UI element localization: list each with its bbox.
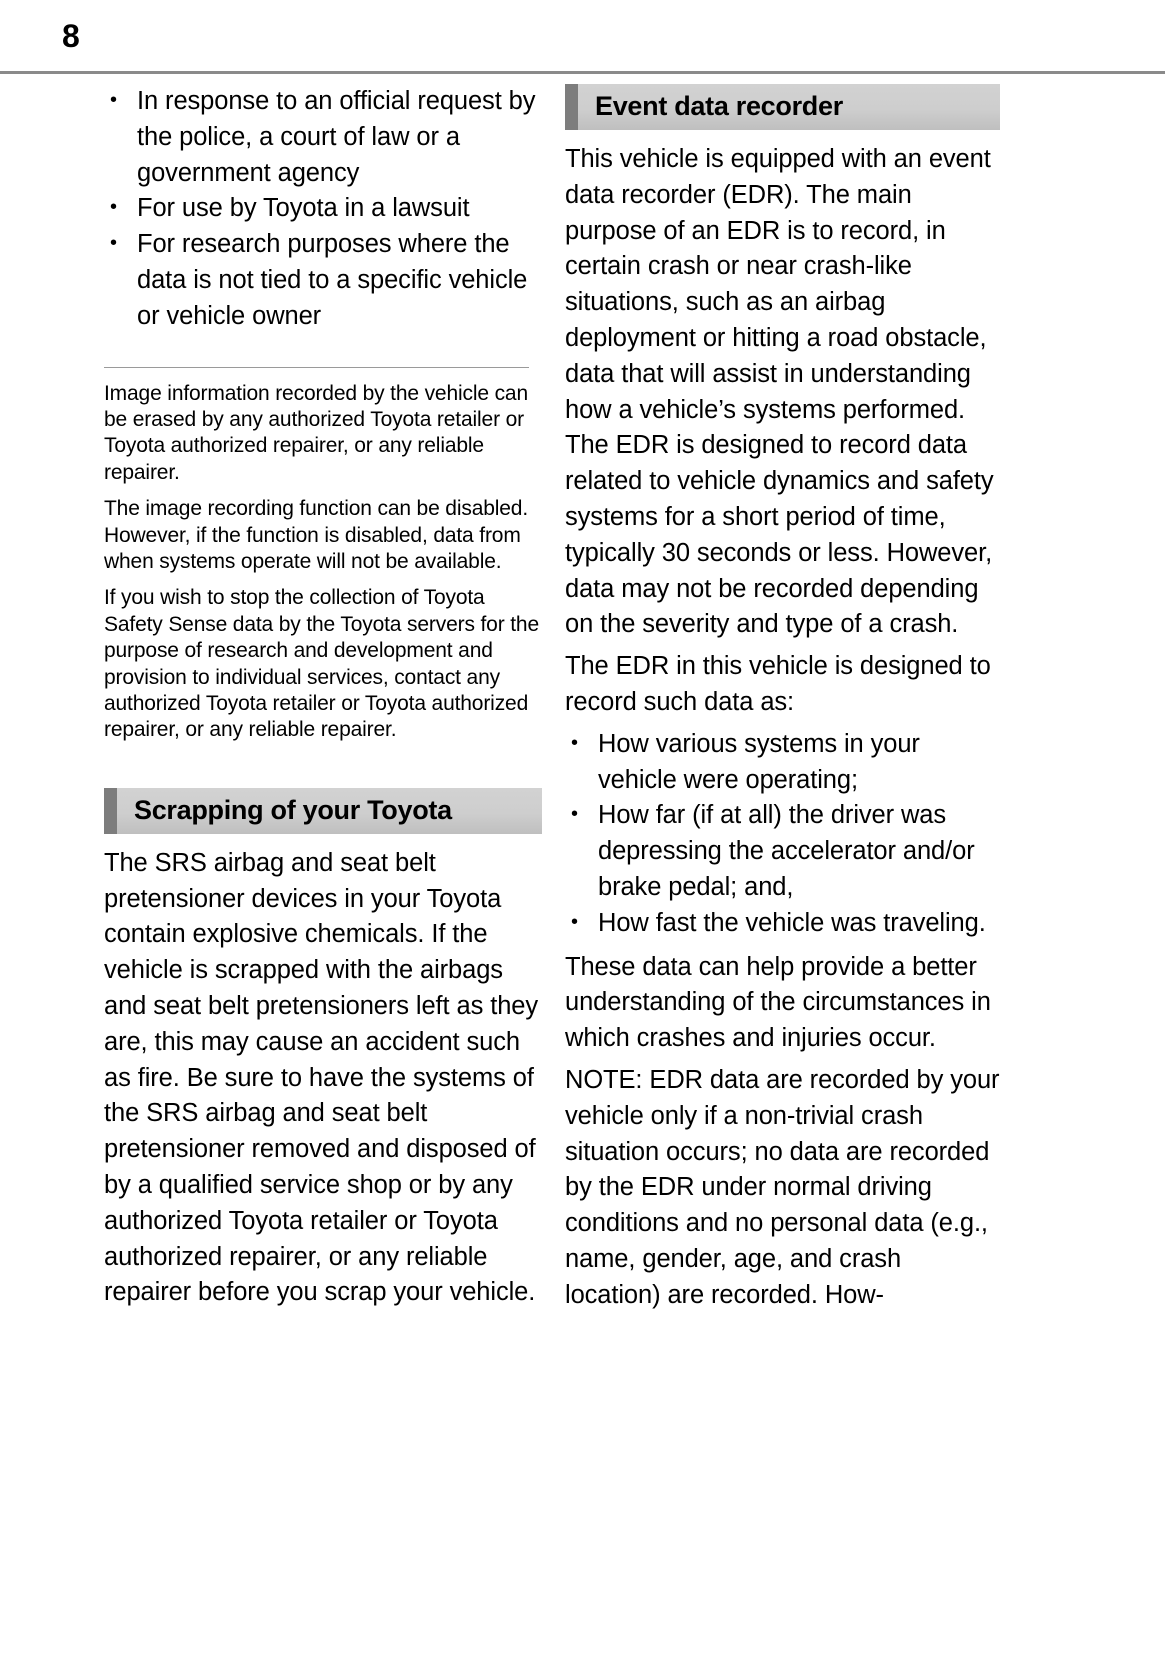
list-item: • In response to an official request by the police, a court of law or a government agency [104, 84, 542, 191]
right-column [560, 84, 1165, 1320]
section-paragraph: These data can help provide a better understanding of the circumstances in which crashes and injuries occur. [565, 952, 991, 1053]
list-item: • How various systems in your vehicle were operating; [565, 727, 1000, 799]
list-item: • For research purposes where the data is not tied to a specific vehicle or vehicle owner [104, 227, 542, 334]
section-paragraph: The SRS airbag and seat belt pretensioner devices in your Toyota contain explosive chemicals. If the vehicle is scrapped with the airbags and seat belt pretensioners left as they are, this may cause an accident such as fire. Be sure to have the systems of the SRS airbag and seat belt pretensioner removed and disposed of by a qualified service shop or by any authorized Toyota retailer or Toyota authorized repairer, or any reliable repairer before you scrap your vehicle. [104, 848, 539, 1307]
note-paragraph: The image recording function can be disabled. However, if the function is disabled, data from when systems operate will not be available. [104, 497, 529, 574]
page-header [0, 0, 1165, 76]
heading-accent-bar-icon [104, 788, 117, 834]
section-heading-label: Event data recorder [595, 91, 843, 121]
scrapping-section [104, 788, 542, 1311]
heading-accent-bar-icon [565, 84, 578, 130]
section-heading-label: Scrapping of your Toyota [134, 794, 452, 825]
list-item: • How far (if at all) the driver was depressing the accelerator and/or brake pedal; and, [565, 798, 1000, 905]
edr-data-bullet-list [565, 727, 1000, 942]
section-paragraph: The EDR in this vehicle is designed to record such data as: [565, 652, 991, 716]
spacer [565, 942, 1000, 950]
section-paragraph-note: NOTE: EDR data are recorded by your vehicle only if a non-trivial crash situation occurs; no data are recorded by the EDR under normal driving conditions and no personal data (e.g., name, gender, age, and crash location) are recorded. How- [565, 1065, 1000, 1309]
event-data-recorder-section [565, 84, 1000, 1314]
page-number: 8 [62, 18, 80, 54]
list-item: • How fast the vehicle was traveling. [565, 906, 1000, 942]
section-heading-event-data-recorder [565, 84, 1000, 130]
section-paragraph: This vehicle is equipped with an event data recorder (EDR). The main purpose of an EDR is to record, in certain crash or near crash-like situations, such as an airbag deployment or hitting a road obstacle, data that will assist in understanding how a vehicle’s systems performed. The EDR is designed to record data related to vehicle dynamics and safety systems for a short period of time, typically 30 seconds or less. However, data may not be recorded depending on the severity and type of a crash. [565, 145, 994, 639]
left-column [0, 84, 560, 1320]
note-paragraph: If you wish to stop the collection of Toyota Safety Sense data by the Toyota servers for the purpose of research and development and provision to individual services, contact any authorized Toyota retailer or Toyota authorized repairer, or any reliable repairer. [104, 586, 539, 742]
note-paragraph: Image information recorded by the vehicle can be erased by any authorized Toyota retailer or Toyota authorized repairer, or any reliable repairer. [104, 381, 528, 484]
page-columns [0, 84, 1165, 1320]
note-divider [104, 367, 529, 368]
data-use-bullet-list [104, 84, 542, 335]
list-item: • For use by Toyota in a lawsuit [104, 191, 542, 227]
image-information-note-block [104, 367, 542, 744]
section-heading-scrapping [104, 788, 542, 834]
header-divider [0, 71, 1165, 74]
